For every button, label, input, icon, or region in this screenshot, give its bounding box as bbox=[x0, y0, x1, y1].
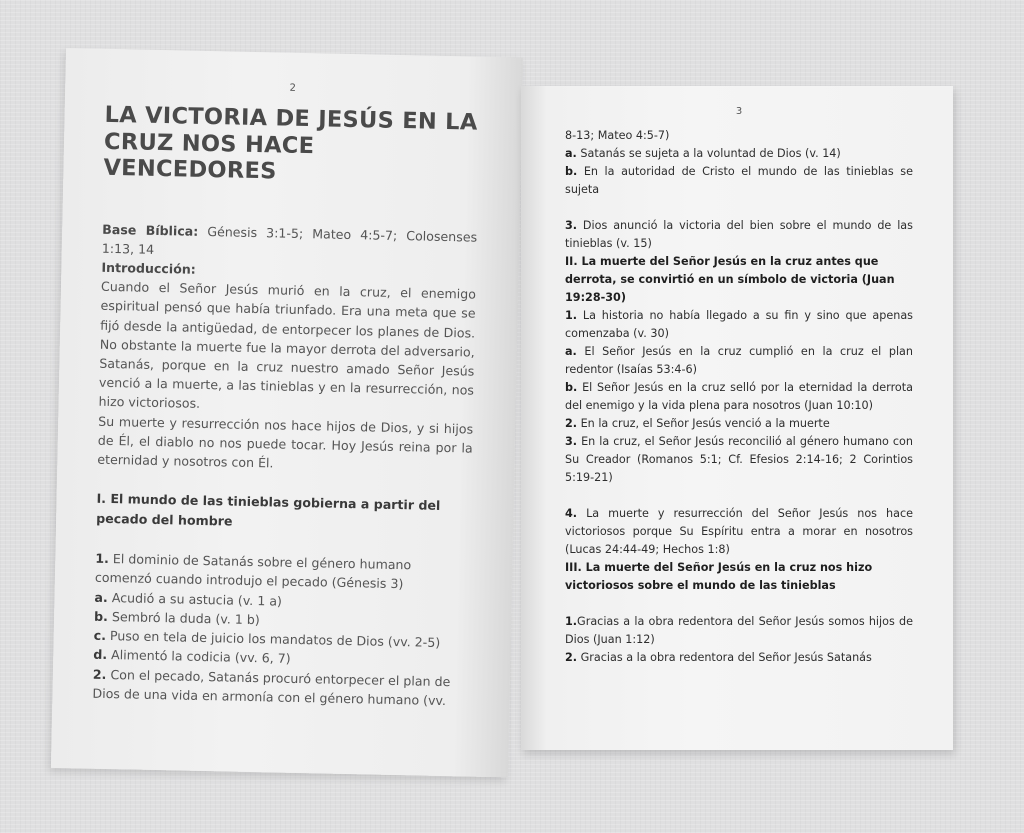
section-2-heading: II. La muerte del Señor Jesús en la cruz antes que derrota, se convirtió en un símbolo de victoria (Juan 19:28-30) bbox=[565, 255, 895, 304]
list-item-text: Gracias a la obra redentora del Señor Jesús somos hijos de Dios (Juan 1:12) bbox=[565, 615, 913, 646]
page-number-right: 3 bbox=[735, 106, 743, 117]
list-item bbox=[565, 505, 913, 559]
list-item-text: El dominio de Satanás sobre el género humano comenzó cuando introdujo el pecado (Génesis 3) bbox=[94, 551, 412, 592]
list-marker: d. bbox=[93, 647, 108, 663]
list-item-text: En la autoridad de Cristo el mundo de las tinieblas se sujeta bbox=[565, 165, 913, 196]
intro-label: Introducción: bbox=[101, 259, 196, 277]
section-1-heading: I. El mundo de las tinieblas gobierna a partir del pecado del hombre bbox=[95, 491, 441, 529]
list-marker: 1. bbox=[95, 551, 110, 567]
list-item-text: Con el pecado, Satanás procuró entorpecer el plan de Dios de una vida en armonía con el género humano (vv. bbox=[92, 666, 451, 708]
base-biblica-label: Base Bíblica: bbox=[102, 221, 199, 239]
list-item-text: Dios anunció la victoria del bien sobre el mundo de las tinieblas (v. 15) bbox=[565, 219, 913, 250]
list-marker: c. bbox=[93, 627, 107, 644]
intro-paragraph-2: Su muerte y resurrección nos hace hijos de Dios, y si hijos de Él, el diablo no nos puede tocar. Hoy Jesús reina por la eternidad y nosotros con Él. bbox=[97, 413, 474, 471]
list-item bbox=[565, 613, 913, 649]
spacer bbox=[565, 595, 913, 613]
list-marker: 2. bbox=[565, 651, 578, 664]
list-marker: 1. bbox=[565, 615, 578, 628]
continuation-text: 8-13; Mateo 4:5-7) bbox=[565, 129, 670, 142]
section-3-heading: III. La muerte del Señor Jesús en la cruz nos hizo victoriosos sobre el mundo de las tinieblas bbox=[565, 561, 873, 592]
spacer bbox=[565, 199, 913, 217]
list-marker: 4. bbox=[565, 507, 578, 520]
list-item bbox=[565, 415, 913, 433]
list-item-text: Acudió a su astucia (v. 1 a) bbox=[111, 589, 283, 609]
list-item bbox=[565, 163, 913, 199]
list-marker: 2. bbox=[92, 666, 107, 682]
intro-paragraph-1: Cuando el Señor Jesús murió en la cruz, el enemigo espiritual pensó que había triunfado. Era una meta que se fijó desde la antigüedad, de entorpecer los planes de Dios. No obstante la muerte fue la mayor derrota del adversario, Satanás, porque en la cruz nuestro amado Señor Jesús venció a la muerte, a las tinieblas y en la resurrección, nos hizo victoriosos. bbox=[98, 279, 477, 412]
list-item bbox=[565, 307, 913, 343]
list-marker: 1. bbox=[565, 309, 578, 322]
list-item-text: Gracias a la obra redentora del Señor Jesús Satanás bbox=[580, 651, 872, 664]
base-biblica-text: Génesis 3:1-5; Mateo 4:5-7; Colosenses 1:13, 14 bbox=[101, 223, 478, 257]
list-marker: a. bbox=[565, 147, 577, 160]
list-item-text: En la cruz, el Señor Jesús reconcilió al género humano con Su Creador (Romanos 5:1; Cf. Efesios 2:14-16; 2 Corintios 5:19-21) bbox=[565, 435, 913, 484]
list-item-text: El Señor Jesús en la cruz selló por la eternidad la derrota del enemigo y la vida plena para nosotros (Juan 10:10) bbox=[565, 381, 914, 412]
list-item bbox=[565, 145, 913, 163]
list-marker: 3. bbox=[565, 435, 578, 448]
list-item-text: El Señor Jesús en la cruz cumplió en la cruz el plan redentor (Isaías 53:4-6) bbox=[565, 345, 913, 376]
list-item-text: Puso en tela de juicio los mandatos de Dios (vv. 2-5) bbox=[109, 628, 441, 651]
list-item bbox=[565, 343, 913, 379]
list-marker: b. bbox=[93, 608, 109, 624]
list-marker: b. bbox=[565, 165, 578, 178]
list-item bbox=[92, 664, 468, 710]
list-item-text: Alimentó la codicia (vv. 6, 7) bbox=[110, 647, 291, 667]
list-item-text: Satanás se sujeta a la voluntad de Dios (v. 14) bbox=[580, 147, 841, 160]
section-1-list bbox=[92, 549, 470, 710]
list-item-text: La historia no había llegado a su fin y sino que apenas comenzaba (v. 30) bbox=[565, 309, 913, 340]
list-item-text: La muerte y resurrección del Señor Jesús nos hace victoriosos porque Su Espíritu entra a morar en nosotros (Lucas 24:44-49; Hechos 1:8) bbox=[565, 507, 913, 556]
list-marker: 2. bbox=[565, 417, 578, 430]
list-item bbox=[565, 433, 913, 487]
list-item-text: En la cruz, el Señor Jesús venció a la muerte bbox=[580, 417, 830, 430]
list-marker: a. bbox=[94, 589, 108, 605]
list-item bbox=[565, 217, 913, 253]
page-number-left: 2 bbox=[289, 82, 297, 94]
list-item bbox=[565, 379, 913, 415]
chapter-title: LA VICTORIA DE JESÚS EN LA CRUZ NOS HACE VENCEDORES bbox=[103, 101, 478, 185]
left-page bbox=[51, 48, 523, 777]
list-marker: 3. bbox=[565, 219, 578, 232]
list-marker: b. bbox=[565, 381, 578, 394]
list-item-text: Sembró la duda (v. 1 b) bbox=[111, 608, 260, 628]
right-page bbox=[521, 86, 953, 750]
list-item bbox=[565, 649, 913, 667]
list-marker: a. bbox=[565, 345, 577, 358]
spacer bbox=[565, 487, 913, 505]
